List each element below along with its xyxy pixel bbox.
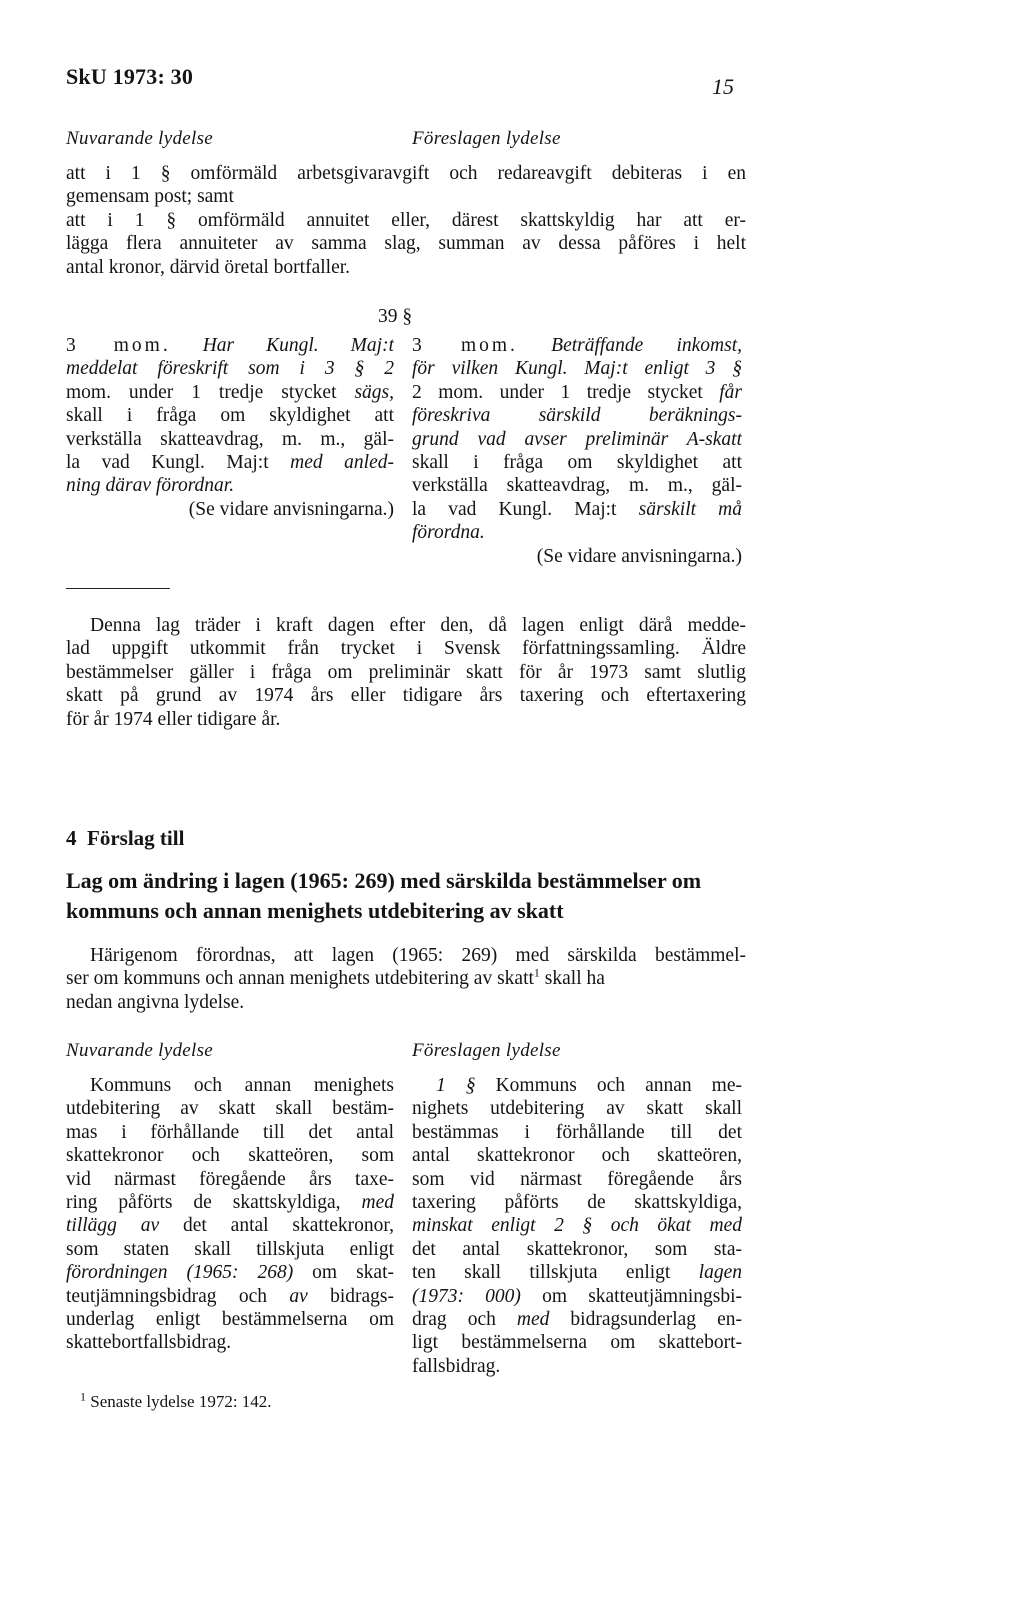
text-line: det antal skattekronor, som sta- <box>412 1238 742 1260</box>
text-line: mas i förhållande till det antal <box>66 1121 394 1143</box>
text-line: fallsbidrag. <box>412 1355 501 1377</box>
text-line <box>66 334 394 357</box>
proposal-number: 4 <box>66 826 77 850</box>
text-fragment: sägs, <box>354 381 394 403</box>
text-line: Kommuns och annan menighets <box>90 1075 394 1096</box>
text-line: som vid närmast föregående års <box>412 1168 742 1190</box>
transitional-provision <box>66 614 746 731</box>
text-fragment: teutjämningsbidrag och <box>66 1285 290 1307</box>
enactment-text <box>66 944 746 1014</box>
text-line: att i 1 § omförmäld annuitet eller, därest skattskyldig har att er- <box>66 209 746 231</box>
section-heading-39: 39 § <box>378 306 413 327</box>
text-line: verkställa skatteavdrag, m. m., gäl- <box>412 475 742 497</box>
page-number: 15 <box>712 74 734 99</box>
para39-proposed-text <box>412 334 742 568</box>
separator-rule <box>66 588 170 589</box>
law-title <box>66 866 766 926</box>
text-fragment: (1973: 000) <box>412 1285 521 1307</box>
column-heading-current: Nuvarande lydelse <box>66 128 214 149</box>
text-fragment: lagen <box>698 1262 742 1284</box>
para1-proposed-text <box>412 1074 742 1378</box>
text-fragment: skall ha <box>539 968 605 990</box>
text-line: (Se vidare anvisningarna.) <box>536 545 742 567</box>
text-line <box>66 451 394 474</box>
text-fragment: ser om kommuns och annan menighets utdebitering av skatt <box>66 968 534 990</box>
text-fragment: bidragsunderlag en- <box>549 1308 742 1330</box>
text-fragment: förordningen (1965: 268) <box>66 1262 294 1284</box>
text-line: skall i fråga om skyldighet att <box>66 405 394 427</box>
text-fragment: ten skall tillskjuta enligt <box>412 1262 699 1284</box>
text-line <box>66 967 746 990</box>
text-line: underlag enligt bestämmelserna om <box>66 1308 394 1330</box>
text-fragment: med <box>516 1308 550 1330</box>
text-fragment: om skatteutjämningsbi- <box>520 1285 742 1307</box>
text-line: verkställa skatteavdrag, m. m., gäl- <box>66 428 394 450</box>
text-line <box>412 381 742 404</box>
running-title: SkU 1973: 30 <box>66 64 194 89</box>
text-line: utdebitering av skatt skall bestäm- <box>66 1098 394 1120</box>
text-fragment: särskilt må <box>638 498 742 520</box>
text-fragment: Beträffande inkomst, <box>551 335 742 356</box>
column-heading-proposed: Föreslagen lydelse <box>412 1040 561 1061</box>
text-line: nighets utdebitering av skatt skall <box>412 1098 742 1120</box>
text-fragment: mom. under 1 tredje stycket <box>66 381 355 403</box>
text-fragment: 2 mom. under 1 tredje stycket <box>412 381 720 403</box>
text-line <box>66 1191 394 1214</box>
text-fragment: Har Kungl. Maj:t <box>202 335 394 356</box>
text-line <box>412 1261 742 1284</box>
text-line <box>412 498 742 521</box>
text-line: lad uppgift utkommit från trycket i Svensk författningssamling. Äldre <box>66 638 746 660</box>
text-line: vid närmast föregående års taxe- <box>66 1168 394 1190</box>
title-line: kommuns och annan menighets utdebitering av skatt <box>66 898 564 923</box>
text-fragment: tillägg av <box>66 1215 160 1237</box>
text-fragment: drag och <box>412 1308 517 1330</box>
text-line <box>66 1261 394 1284</box>
text-line: för vilken Kungl. Maj:t enligt 3 § <box>412 358 742 380</box>
text-line: (Se vidare anvisningarna.) <box>188 498 394 520</box>
para39-current-text <box>66 334 394 521</box>
text-line <box>66 381 394 404</box>
text-line: lägga flera annuiteter av samma slag, summan av dessa påföres i helt <box>66 233 746 255</box>
text-fragment: om skat- <box>293 1262 394 1284</box>
text-line: som staten skall tillskjuta enligt <box>66 1238 394 1260</box>
text-line: ligt bestämmelserna om skattebort- <box>412 1332 742 1354</box>
footnote <box>80 1389 272 1412</box>
text-line: Härigenom förordnas, att lagen (1965: 269) med särskilda bestämmel- <box>90 945 746 966</box>
proposal-label: Förslag till <box>87 826 185 850</box>
footnote-reference: 1 <box>533 965 540 980</box>
text-line: skattebortfallsbidrag. <box>66 1332 232 1354</box>
mom-label: 3 mom. <box>66 335 171 356</box>
text-line <box>412 1285 742 1308</box>
text-line: minskat enligt 2 § och ökat med <box>412 1215 742 1237</box>
text-fragment: Kommuns och annan me- <box>475 1075 742 1096</box>
text-line: antal skattekronor och skatteören, <box>412 1145 742 1167</box>
text-fragment: med <box>361 1191 394 1213</box>
para1-current-text <box>66 1074 394 1355</box>
text-line: bestämmas i förhållande till det <box>412 1121 742 1143</box>
mom-label: 3 mom. <box>412 335 518 356</box>
text-fragment: ring påförts de skattskyldiga, <box>66 1191 362 1213</box>
text-line: meddelat föreskrift som i 3 § 2 <box>66 358 394 380</box>
text-fragment: det antal skattekronor, <box>159 1215 394 1237</box>
footnote-text: Senaste lydelse 1972: 142. <box>86 1392 272 1411</box>
text-fragment: får <box>719 381 742 403</box>
text-fragment: la vad Kungl. Maj:t <box>66 451 291 473</box>
footnote-marker: 1 <box>80 1389 86 1404</box>
proposal-heading <box>66 826 184 851</box>
text-line: antal kronor, därvid öretal bortfaller. <box>66 256 351 278</box>
text-line: gemensam post; samt <box>66 186 234 208</box>
text-line <box>412 1074 742 1097</box>
column-heading-proposed: Föreslagen lydelse <box>412 128 561 149</box>
text-fragment: bidrags- <box>307 1285 394 1307</box>
text-fragment: med anled- <box>290 451 394 473</box>
column-heading-current: Nuvarande lydelse <box>66 1040 214 1061</box>
text-fragment: la vad Kungl. Maj:t <box>412 498 639 520</box>
text-line: grund vad avser preliminär A-skatt <box>412 428 742 450</box>
text-line <box>66 1285 394 1308</box>
intro-text-block <box>66 162 746 279</box>
text-line: att i 1 § omförmäld arbetsgivaravgift och redareavgift debiteras i en <box>66 163 746 184</box>
text-line <box>66 1214 394 1237</box>
text-line: ning därav förordnar. <box>66 475 235 497</box>
text-line: förordna. <box>412 522 485 544</box>
text-line: föreskriva särskild beräknings- <box>412 405 742 427</box>
text-line: Denna lag träder i kraft dagen efter den, då lagen enligt därå medde- <box>90 615 746 636</box>
text-fragment: av <box>289 1285 308 1307</box>
text-line: nedan angivna lydelse. <box>66 991 245 1013</box>
text-line: bestämmelser gäller i fråga om preliminär skatt för år 1973 samt slutlig <box>66 661 746 683</box>
text-line: taxering påförts de skattskyldiga, <box>412 1191 742 1213</box>
text-line: skattekronor och skatteören, som <box>66 1145 394 1167</box>
text-line <box>412 334 742 357</box>
text-line: skatt på grund av 1974 års eller tidigare års taxering och eftertaxering <box>66 685 746 707</box>
text-line: för år 1974 eller tidigare år. <box>66 708 281 730</box>
text-line <box>412 1308 742 1331</box>
section-number: 1 § <box>436 1075 476 1096</box>
text-line: skall i fråga om skyldighet att <box>412 451 742 473</box>
title-line: Lag om ändring i lagen (1965: 269) med särskilda bestämmelser om <box>66 868 702 893</box>
